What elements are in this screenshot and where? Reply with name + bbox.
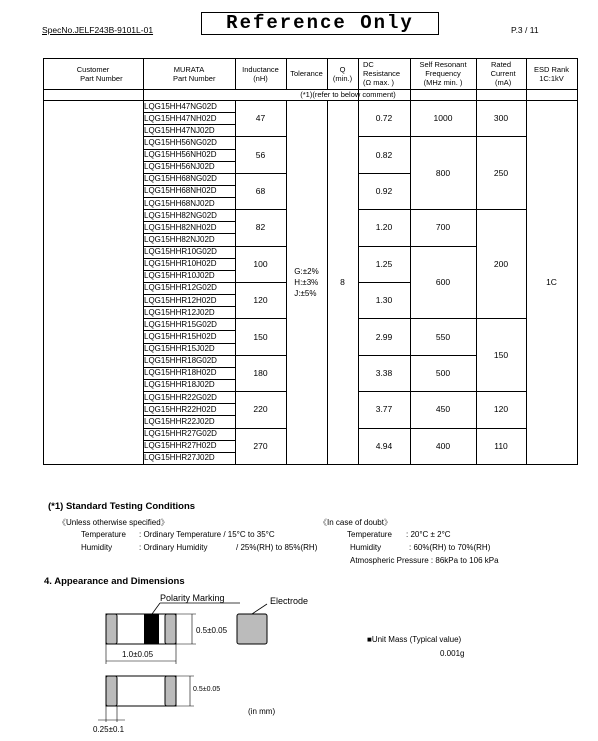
inductance-cell: 270 [253,440,268,451]
dc-resistance-header: DC Resistance (Ω max. ) [363,60,401,87]
inductance-cell: 180 [253,367,268,378]
humidity2-value: : 60%(RH) to 70%(RH) [409,543,491,552]
unit-mass-label: ■Unit Mass (Typical value) [367,635,462,644]
inductance-cell: 82 [255,222,266,233]
unit-note: (in mm) [248,707,276,716]
srf-cell: 550 [435,331,451,342]
doubt-note: 《In case of doubt》 [319,518,392,527]
part-number: LQG15HH56NJ02D [144,162,215,172]
rated-current-cell: 250 [493,167,509,178]
humidity-value-b: / 25%(RH) to 85%(RH) [236,543,318,552]
srf-cell: 800 [435,167,451,178]
dc-resistance-cell: 1.20 [375,222,393,233]
height-dimension: 0.5±0.05 [196,626,228,635]
q-header: Q (min.) [332,64,353,83]
thickness-dimension: 0.5±0.05 [193,686,221,693]
part-number: LQG15HHR27J02D [144,453,215,463]
part-number: LQG15HH68NH02D [144,186,217,196]
srf-header: Self Resonant Frequency (MHz min. ) [419,60,467,87]
unless-note: 《Unless otherwise specified》 [58,518,169,527]
temp2-label: Temperature [347,530,392,539]
rated-current-cell: 120 [493,404,509,415]
humidity-value-a: : Ordinary Humidity [139,543,208,552]
inductance-header: Inductance (nH) [242,64,279,83]
appearance-title: 4. Appearance and Dimensions [44,576,185,587]
esd-header: ESD Rank 1C:1kV [533,64,569,83]
part-number: LQG15HHR22H02D [144,404,217,414]
part-number: LQG15HH82NH02D [144,222,217,232]
testing-title: (*1) Standard Testing Conditions [48,501,196,512]
esd-cell: 1C [546,277,557,287]
part-number: LQG15HHR27H02D [144,441,217,451]
inductance-cell: 56 [255,149,266,160]
part-number: LQG15HHR12H02D [144,295,217,305]
spec-number: SpecNo.JELF243B-9101L-01 [42,25,154,35]
inductance-cell: 120 [253,295,268,306]
srf-cell: 1000 [433,113,453,124]
spec-table [43,58,578,465]
part-number: LQG15HH82NG02D [144,210,217,220]
part-number: LQG15HH68NJ02D [144,198,215,208]
dc-resistance-cell: 3.77 [375,404,393,415]
part-number: LQG15HHR12G02D [144,283,217,293]
rated-current-cell: 110 [494,440,508,451]
tolerance-cell: G:±2% H:±3% J:±5% [294,266,319,298]
rated-current-cell: 150 [493,349,509,360]
part-number: LQG15HH82NJ02D [144,234,215,244]
part-number: LQG15HHR27G02D [144,429,217,438]
part-number: LQG15HHR18G02D [144,356,217,366]
part-number: LQG15HH56NH02D [144,150,217,160]
part-number: LQG15HH47NJ02D [144,125,215,135]
part-number: LQG15HHR18H02D [144,368,217,378]
rated-current-cell: 200 [493,258,509,269]
humidity2-label: Humidity [350,543,382,552]
part-number: LQG15HHR15G02D [144,319,217,329]
dc-resistance-cell: 4.94 [375,440,393,451]
q-cell: 8 [340,277,345,287]
part-number: LQG15HHR18J02D [144,380,215,390]
electrode-label: Electrode [270,596,309,606]
part-number: LQG15HHR10J02D [144,271,215,281]
inductance-cell: 100 [253,258,268,269]
page-number: P.3 / 11 [511,25,539,35]
temp2-value: : 20°C ± 2°C [406,530,451,539]
dc-resistance-cell: 0.92 [375,185,393,196]
polarity-marking-label: Polarity Marking [160,593,225,603]
dc-resistance-cell: 3.38 [375,367,393,378]
dc-resistance-cell: 2.99 [375,331,393,342]
length-dimension: 1.0±0.05 [122,650,154,659]
part-number: LQG15HHR22J02D [144,416,215,426]
part-number: LQG15HH47NG02D [144,101,217,111]
part-number: LQG15HHR10G02D [144,247,217,257]
srf-cell: 600 [435,276,451,287]
dc-resistance-cell: 0.72 [375,113,393,124]
dc-resistance-cell: 1.30 [375,295,393,306]
part-number: LQG15HH47NH02D [144,113,217,123]
part-number: LQG15HHR15H02D [144,331,217,341]
part-number: LQG15HH68NG02D [144,174,217,184]
inductance-cell: 68 [255,185,266,196]
dimension-drawing [80,590,280,740]
electrode-dimension: 0.25±0.1 [93,725,125,734]
part-number: LQG15HHR10H02D [144,259,217,269]
tolerance-header: Tolerance [290,69,323,78]
reference-only-stamp: Reference Only [201,12,439,35]
rated-current-header: Rated Current (mA) [490,60,516,87]
part-number: LQG15HHR12J02D [144,307,215,317]
customer-header: Customer Part Number [76,64,123,83]
unit-mass-value: 0.001g [440,649,465,658]
atmospheric-pressure: Atmospheric Pressure : 86kPa to 106 kPa [350,556,499,565]
part-number: LQG15HH56NG02D [144,137,217,147]
dc-resistance-cell: 1.25 [375,258,393,269]
temp-label: Temperature [81,530,126,539]
dc-resistance-cell: 0.82 [375,149,393,160]
note-ref: (*1)(refer to below comment) [300,90,396,99]
inductance-cell: 220 [253,404,268,415]
srf-cell: 500 [435,367,451,378]
srf-cell: 450 [435,404,451,415]
rated-current-cell: 300 [493,113,509,124]
part-number: LQG15HHR15J02D [144,344,215,354]
part-number: LQG15HHR22G02D [144,392,217,402]
srf-cell: 700 [435,222,451,233]
inductance-cell: 150 [253,331,268,342]
inductance-cell: 47 [255,113,266,124]
temp-value: : Ordinary Temperature / 15°C to 35°C [139,530,275,539]
humidity-label: Humidity [81,543,113,552]
srf-cell: 400 [435,440,451,451]
murata-header: MURATA Part Number [172,64,216,83]
